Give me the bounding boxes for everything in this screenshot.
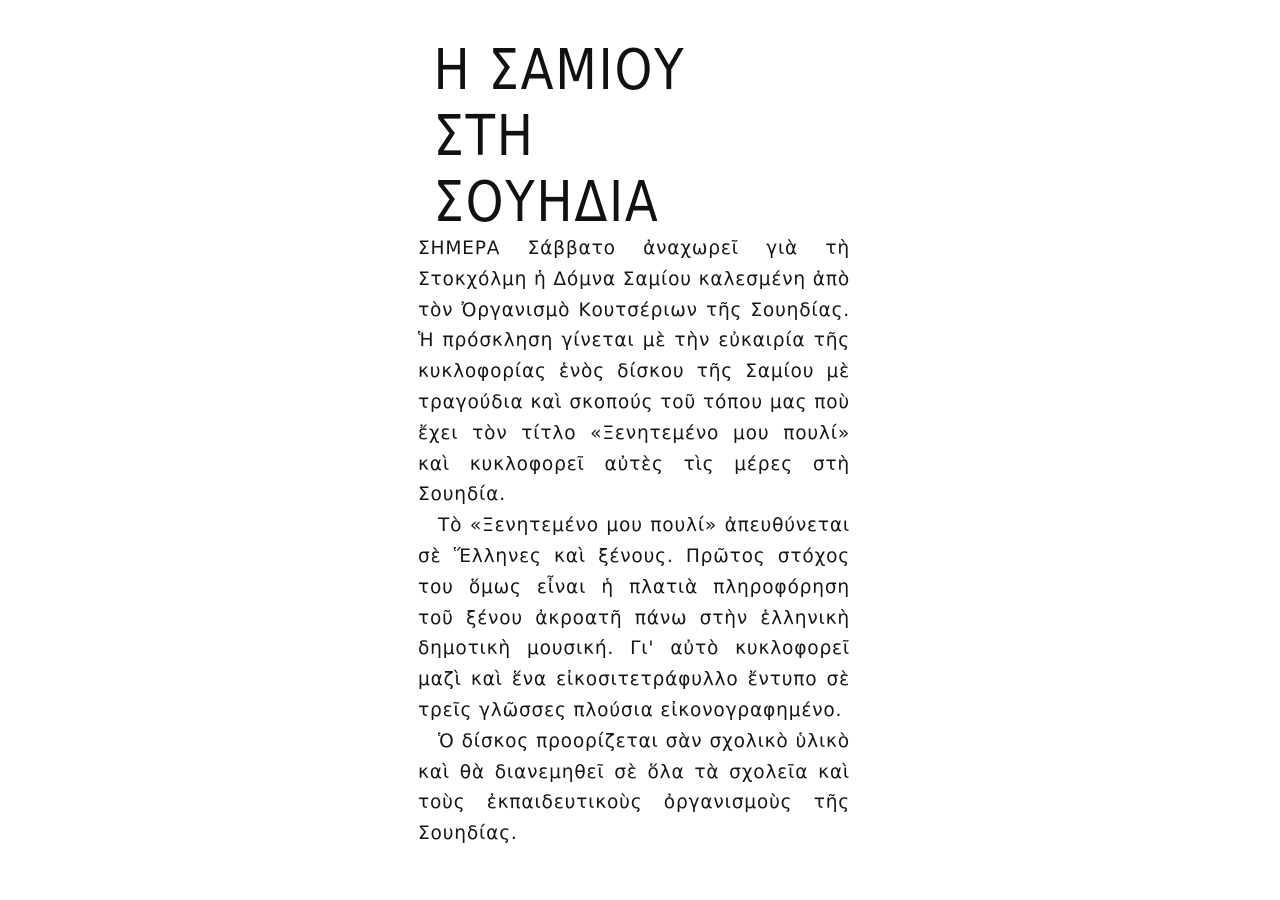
headline-line-2: ΣΤΗ [433, 104, 535, 169]
article-body [418, 234, 850, 850]
article-paragraph-2: Τὸ «Ξενητεμένο μου πουλί» ἀπευθύνεται σὲ Ἕλληνες καὶ ξένους. Πρῶτος στόχος του ὅμως εἶναι ἡ πλατιὰ πληροφόρηση τοῦ ξένου ἀκροατῆ πάνω στὴν ἑλληνικὴ δημοτικὴ μουσική. Γι' αὐτὸ κυκλοφορεῖ μαζὶ καὶ ἕνα εἰκοσιτετράφυλλο ἔντυπο σὲ τρεῖς γλῶσσες πλούσια εἰκονογραφημένο. [418, 515, 850, 721]
newspaper-clipping [418, 38, 850, 888]
headline-line-1: Η ΣΑΜΙΟΥ [433, 38, 686, 103]
headline [418, 38, 790, 236]
article-paragraph-3: Ὁ δίσκος προορίζεται σὰν σχολικὸ ὑλικὸ καὶ θὰ διανεμηθεῖ σὲ ὅλα τὰ σχολεῖα καὶ τοὺς ἐκπαιδευτικοὺς ὀργανισμοὺς τῆς Σουηδίας. [418, 730, 850, 845]
article-paragraph-1: ΣΗΜΕΡΑ Σάββατο ἀναχωρεῖ γιὰ τὴ Στοκχόλμη ἡ Δόμνα Σαμίου καλεσμένη ἀπὸ τὸν Ὀργανισμὸ Κουτσέριων τῆς Σουηδίας. Ἡ πρόσκληση γίνεται μὲ τὴν εὐκαιρία τῆς κυκλοφορίας ἑνὸς δίσκου τῆς Σαμίου μὲ τραγούδια καὶ σκοπούς τοῦ τόπου μας ποὺ ἔχει τὸν τίτλο «Ξενητεμένο μου πουλί» καὶ κυκλοφορεῖ αὐτὲς τὶς μέρες στὴ Σουηδία. [418, 238, 850, 506]
headline-line-3: ΣΟΥΗΔΙΑ [433, 170, 660, 235]
